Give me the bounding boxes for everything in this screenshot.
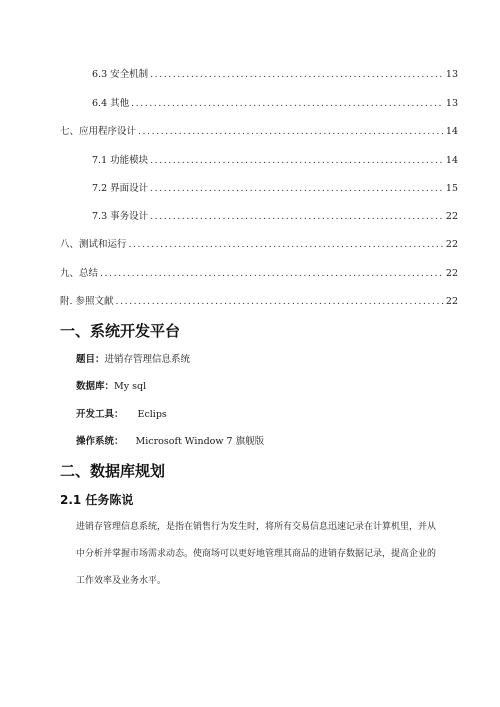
toc-entry-label: 7.2 界面设计 [92,183,149,194]
toc-entry-label: 七、应用程序设计 [60,126,137,137]
info-database [76,380,146,394]
toc-dot-leader [100,267,444,281]
toc-dot-leader [129,238,444,252]
info-os-value: Microsoft Window 7 旗舰版 [135,436,265,447]
info-os-label: 操作系统： [76,436,124,447]
toc-dot-leader [150,68,444,82]
toc-entry-label: 九、总结 [60,268,99,279]
subsection-heading-task: 2.1 任务陈说 [60,493,134,507]
info-topic-label: 题目： [76,354,105,365]
toc-entry-label: 附. 参照文献 [60,296,114,307]
toc-page-number: 22 [445,296,458,307]
toc-page-number: 22 [445,211,458,222]
toc-page-number: 14 [445,126,458,137]
toc-entry-8[interactable] [60,238,458,252]
toc-entry-label: 7.3 事务设计 [92,211,149,222]
paragraph-line: 进销存管理信息系统，是指在销售行为发生时，将所有交易信息迅速记录在计算机里，并从 [76,522,437,532]
info-database-value: My sql [114,381,147,392]
toc-dot-leader [138,125,444,139]
section-heading-db-planning: 二、数据库规划 [60,462,166,480]
toc-dot-leader [116,295,444,309]
toc-entry-9[interactable] [60,267,458,281]
toc-entry-label: 八、测试和运行 [60,239,127,250]
toc-entry-7[interactable] [60,125,458,139]
toc-page-number: 14 [445,155,458,166]
info-topic-value: 进销存管理信息系统 [104,354,191,365]
toc-entry-7-2[interactable] [92,182,458,196]
info-topic [76,353,190,367]
toc-entry-7-3[interactable] [92,210,458,224]
info-os [76,435,264,449]
toc-dot-leader [150,182,444,196]
paragraph-line: 工作效率及业务水平。 [76,576,167,586]
toc-dot-leader [150,154,444,168]
toc-entry-6-3[interactable] [92,68,458,82]
toc-entry-label: 7.1 功能模块 [92,155,149,166]
section-heading-platform: 一、系统开发平台 [60,322,181,340]
toc-page-number: 13 [445,69,458,80]
info-database-label: 数据库： [76,381,115,392]
toc-page-number: 22 [445,239,458,250]
info-dev-tool [76,408,167,422]
toc-page-number: 15 [445,183,458,194]
toc-entry-6-4[interactable] [92,97,458,111]
toc-page-number: 22 [445,268,458,279]
toc-page-number: 13 [445,98,458,109]
toc-entry-label: 6.3 安全机制 [92,69,149,80]
info-dev-tool-value: Eclips [137,409,167,420]
info-dev-tool-label: 开发工具： [76,409,124,420]
toc-entry-7-1[interactable] [92,154,458,168]
toc-dot-leader [131,97,444,111]
toc-dot-leader [150,210,444,224]
toc-entry-appendix[interactable] [60,295,458,309]
toc-entry-label: 6.4 其他 [92,98,130,109]
paragraph-line: 中分析并掌握市场需求动态。使商场可以更好地管理其商品的进销存数据记录，提高企业的 [76,549,437,559]
